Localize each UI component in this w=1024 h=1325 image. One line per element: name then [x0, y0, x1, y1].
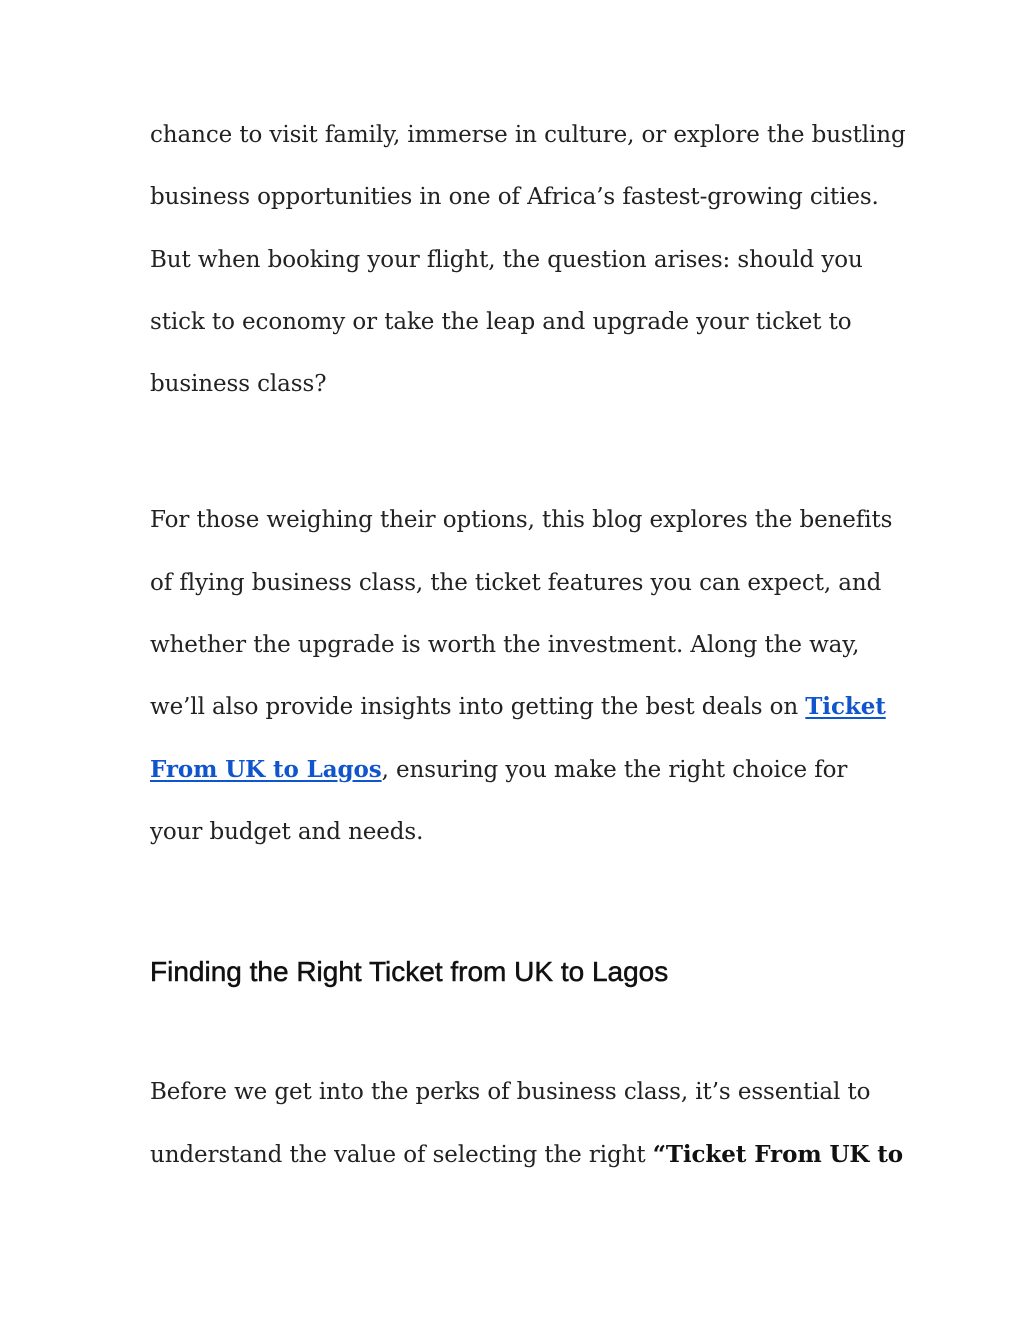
- section-paragraph: [150, 1061, 903, 1186]
- ticket-link-part1[interactable]: Ticket: [805, 693, 886, 721]
- paragraph-line: chance to visit family, immerse in culture, or explore the bustling: [150, 122, 906, 148]
- paragraph-line: [150, 739, 890, 801]
- bold-ticket-phrase: “Ticket From UK to: [652, 1140, 903, 1168]
- paragraph-line: [150, 676, 890, 738]
- paragraph-line: your budget and needs.: [150, 818, 424, 845]
- paragraph-line: Before we get into the perks of business class, it’s essential to: [150, 1079, 871, 1106]
- paragraph-line: of flying business class, the ticket features you can expect, and: [150, 569, 882, 596]
- paragraph-line: business class?: [150, 371, 327, 398]
- section-heading: Finding the Right Ticket from UK to Lagos: [150, 956, 669, 988]
- paragraph-line: [150, 1124, 903, 1186]
- paragraph-line: stick to economy or take the leap and upgrade your ticket to: [150, 308, 852, 335]
- intro-paragraph: [150, 104, 906, 415]
- document-page: [150, 104, 906, 1186]
- options-paragraph: [150, 489, 893, 863]
- paragraph-line: whether the upgrade is worth the investment. Along the way,: [150, 632, 860, 659]
- paragraph-text: understand the value of selecting the right: [150, 1141, 653, 1168]
- paragraph-line: But when booking your flight, the question arises: should you: [150, 246, 863, 273]
- paragraph-text: we’ll also provide insights into getting the best deals on: [150, 694, 806, 721]
- paragraph-line: business opportunities in one of Africa’s fastest-growing cities.: [150, 184, 879, 211]
- paragraph-text: , ensuring you make the right choice for: [381, 756, 848, 783]
- ticket-link-part2[interactable]: From UK to Lagos: [150, 755, 382, 783]
- paragraph-line: For those weighing their options, this blog explores the benefits: [150, 507, 893, 534]
